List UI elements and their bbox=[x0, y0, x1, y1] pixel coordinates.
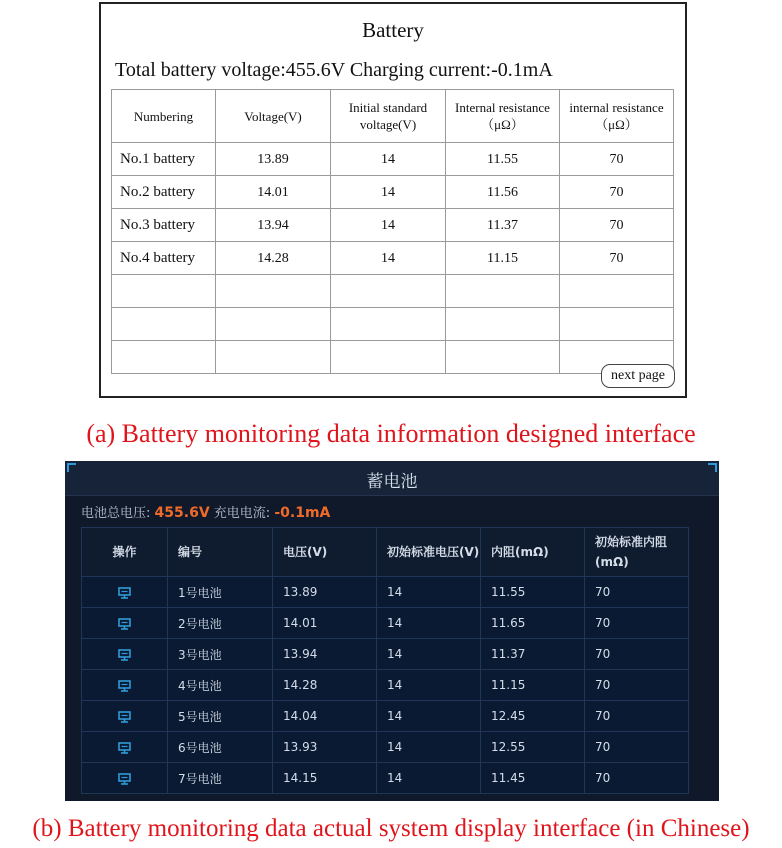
table-cell: 70 bbox=[560, 176, 674, 209]
operation-cell[interactable] bbox=[82, 670, 168, 701]
panel-a-summary: Total battery voltage:455.6V Charging current:-0.1mA bbox=[115, 59, 553, 81]
table-row bbox=[82, 639, 689, 670]
panel-b-title: 蓄电池 bbox=[366, 472, 418, 492]
column-header: 内阻(mΩ) bbox=[481, 528, 585, 577]
table-row bbox=[82, 577, 689, 608]
table-row bbox=[112, 242, 674, 275]
column-header: 初始标准电压(V) bbox=[377, 528, 481, 577]
table-row bbox=[112, 308, 674, 341]
monitor-icon[interactable] bbox=[118, 680, 131, 692]
total-voltage-label: 电池总电压: bbox=[81, 506, 151, 521]
table-header-row bbox=[82, 528, 689, 577]
table-cell bbox=[446, 308, 560, 341]
table-cell: 14.28 bbox=[273, 670, 377, 701]
table-cell: No.2 battery bbox=[112, 176, 216, 209]
table-cell: 14 bbox=[331, 143, 446, 176]
table-cell: 70 bbox=[585, 763, 689, 794]
table-cell: 14.01 bbox=[273, 608, 377, 639]
table-cell: 14 bbox=[377, 701, 481, 732]
table-cell: 11.56 bbox=[446, 176, 560, 209]
table-cell: 70 bbox=[585, 639, 689, 670]
table-cell: 14 bbox=[331, 209, 446, 242]
operation-cell[interactable] bbox=[82, 639, 168, 670]
table-cell: 13.93 bbox=[273, 732, 377, 763]
table-cell bbox=[112, 275, 216, 308]
column-header: 电压(V) bbox=[273, 528, 377, 577]
table-cell: 11.65 bbox=[481, 608, 585, 639]
table-row bbox=[82, 701, 689, 732]
table-cell: 6号电池 bbox=[168, 732, 273, 763]
table-row bbox=[82, 763, 689, 794]
table-cell bbox=[331, 308, 446, 341]
column-header: 编号 bbox=[168, 528, 273, 577]
table-cell: 13.89 bbox=[216, 143, 331, 176]
table-cell: 14.04 bbox=[273, 701, 377, 732]
title-bar bbox=[65, 461, 719, 496]
table-header-row bbox=[112, 90, 674, 143]
table-cell: 13.89 bbox=[273, 577, 377, 608]
next-page-button[interactable]: next page bbox=[601, 364, 675, 388]
panel-a-title: Battery bbox=[362, 18, 424, 42]
table-cell: 5号电池 bbox=[168, 701, 273, 732]
table-cell: 13.94 bbox=[216, 209, 331, 242]
table-cell bbox=[216, 275, 331, 308]
table-cell: 2号电池 bbox=[168, 608, 273, 639]
table-cell: 11.37 bbox=[481, 639, 585, 670]
operation-cell[interactable] bbox=[82, 732, 168, 763]
column-header: Numbering bbox=[112, 90, 216, 143]
designed-battery-table bbox=[111, 89, 674, 374]
table-row bbox=[112, 176, 674, 209]
table-cell: 7号电池 bbox=[168, 763, 273, 794]
table-row bbox=[82, 608, 689, 639]
table-cell: 14.15 bbox=[273, 763, 377, 794]
table-cell: 70 bbox=[585, 701, 689, 732]
column-header: Voltage(V) bbox=[216, 90, 331, 143]
table-cell bbox=[560, 308, 674, 341]
table-cell bbox=[112, 341, 216, 374]
column-header: internal resistance（μΩ） bbox=[560, 90, 674, 143]
charging-current-value: -0.1mA bbox=[274, 505, 331, 521]
caption-b: (b) Battery monitoring data actual system display interface (in Chinese) bbox=[32, 815, 750, 842]
table-cell: 70 bbox=[560, 209, 674, 242]
table-cell: 14.01 bbox=[216, 176, 331, 209]
operation-cell[interactable] bbox=[82, 763, 168, 794]
monitor-icon[interactable] bbox=[118, 618, 131, 630]
column-header: Internal resistance（μΩ） bbox=[446, 90, 560, 143]
monitor-icon[interactable] bbox=[118, 649, 131, 661]
monitor-icon[interactable] bbox=[118, 587, 131, 599]
monitor-icon[interactable] bbox=[118, 711, 131, 723]
table-cell: 14 bbox=[377, 732, 481, 763]
table-cell: No.3 battery bbox=[112, 209, 216, 242]
table-cell: 11.37 bbox=[446, 209, 560, 242]
table-cell: 11.15 bbox=[446, 242, 560, 275]
table-row bbox=[112, 341, 674, 374]
table-cell: 11.45 bbox=[481, 763, 585, 794]
table-row bbox=[82, 670, 689, 701]
table-cell: 70 bbox=[585, 608, 689, 639]
table-cell bbox=[446, 275, 560, 308]
monitor-icon[interactable] bbox=[118, 773, 131, 785]
table-cell: 14 bbox=[377, 608, 481, 639]
table-cell: 14 bbox=[377, 577, 481, 608]
table-row bbox=[112, 143, 674, 176]
table-cell: 70 bbox=[585, 670, 689, 701]
table-row bbox=[112, 275, 674, 308]
table-cell: 14 bbox=[377, 763, 481, 794]
table-row bbox=[112, 209, 674, 242]
designed-interface-panel bbox=[99, 2, 687, 398]
table-cell: 14 bbox=[377, 670, 481, 701]
table-cell: No.4 battery bbox=[112, 242, 216, 275]
table-cell bbox=[331, 341, 446, 374]
table-cell: 11.15 bbox=[481, 670, 585, 701]
column-header: 初始标准内阻(mΩ) bbox=[585, 528, 689, 577]
table-cell: 70 bbox=[585, 732, 689, 763]
table-cell: 11.55 bbox=[446, 143, 560, 176]
table-cell: 3号电池 bbox=[168, 639, 273, 670]
table-cell bbox=[560, 275, 674, 308]
table-cell: 70 bbox=[560, 242, 674, 275]
total-voltage-value: 455.6V bbox=[154, 505, 210, 521]
panel-b-summary bbox=[81, 502, 330, 521]
table-cell bbox=[112, 308, 216, 341]
actual-battery-table bbox=[81, 527, 689, 794]
table-cell: 70 bbox=[585, 577, 689, 608]
table-cell: 70 bbox=[560, 143, 674, 176]
charging-current-label: 充电电流: bbox=[213, 506, 271, 521]
column-header: Initial standard voltage(V) bbox=[331, 90, 446, 143]
table-cell: 12.55 bbox=[481, 732, 585, 763]
column-header: 操作 bbox=[82, 528, 168, 577]
table-cell bbox=[216, 341, 331, 374]
table-cell: 11.55 bbox=[481, 577, 585, 608]
table-cell: 1号电池 bbox=[168, 577, 273, 608]
table-cell bbox=[216, 308, 331, 341]
table-cell: No.1 battery bbox=[112, 143, 216, 176]
table-cell: 14 bbox=[331, 242, 446, 275]
table-cell bbox=[331, 275, 446, 308]
actual-interface-panel bbox=[65, 461, 719, 801]
table-cell: 14.28 bbox=[216, 242, 331, 275]
table-cell: 4号电池 bbox=[168, 670, 273, 701]
operation-cell[interactable] bbox=[82, 608, 168, 639]
monitor-icon[interactable] bbox=[118, 742, 131, 754]
caption-a: (a) Battery monitoring data information designed interface bbox=[86, 419, 696, 448]
table-cell: 13.94 bbox=[273, 639, 377, 670]
table-row bbox=[82, 732, 689, 763]
table-cell: 14 bbox=[331, 176, 446, 209]
table-cell bbox=[446, 341, 560, 374]
operation-cell[interactable] bbox=[82, 577, 168, 608]
table-cell: 12.45 bbox=[481, 701, 585, 732]
table-cell: 14 bbox=[377, 639, 481, 670]
operation-cell[interactable] bbox=[82, 701, 168, 732]
